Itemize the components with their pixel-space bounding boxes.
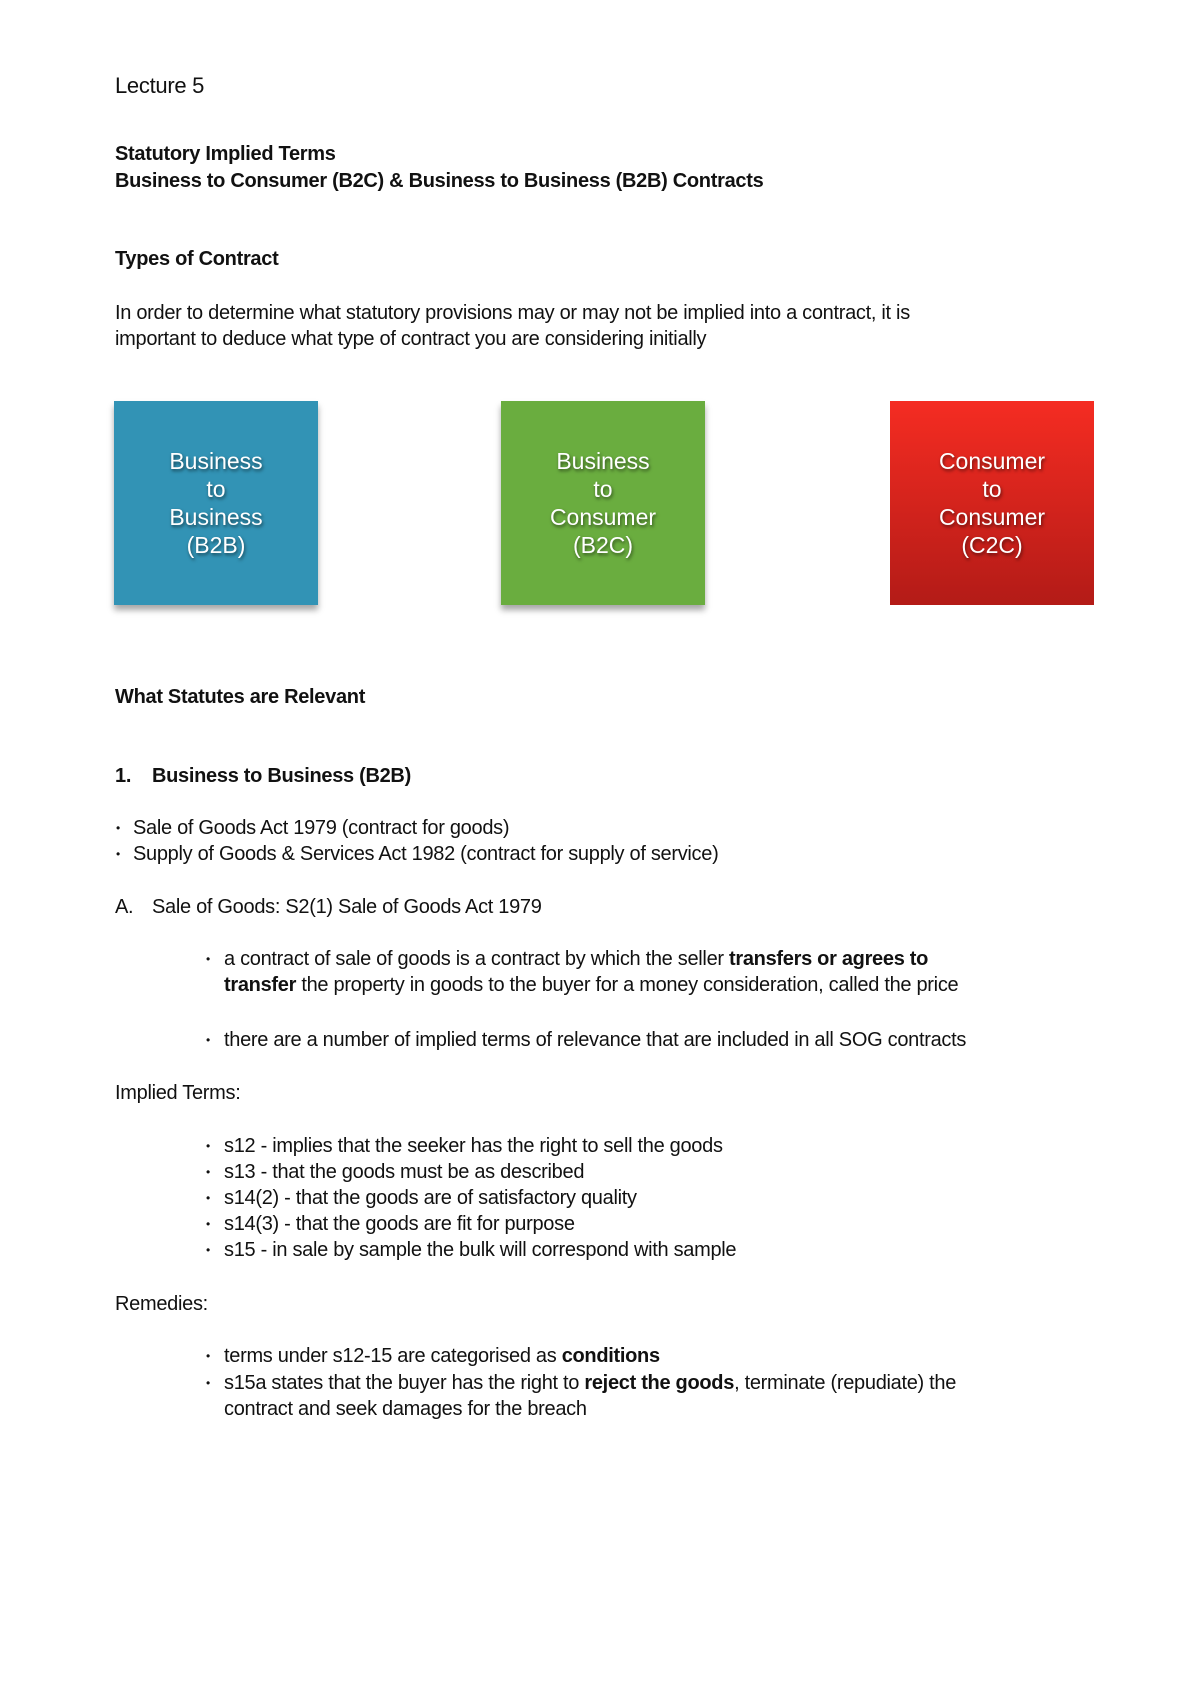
definition-line-1 [224,946,928,972]
card-line: Consumer [938,448,1046,474]
bold-text: reject the goods [584,1372,735,1394]
card-line: Business [556,448,650,474]
remedy-item-line-2: contract and seek damages for the breach [224,1398,587,1420]
remedy-item [224,1370,956,1396]
bullet-icon: • [116,847,121,861]
card-b2b [114,401,318,605]
card-c2c [890,401,1094,605]
card-line: Consumer [938,504,1046,530]
remedy-item [224,1343,660,1369]
types-heading: Types of Contract [115,248,279,270]
card-line: (C2C) [961,532,1023,558]
implied-heading: Implied Terms: [115,1082,241,1104]
text: the property in goods to the buyer for a money consideration, called the price [296,974,959,996]
card-line: (B2B) [186,532,246,558]
bullet-icon: • [206,1033,211,1047]
implied-term: s12 - implies that the seeker has the right to sell the goods [224,1135,723,1157]
bullet-icon: • [206,1165,211,1179]
bullet-icon: • [206,952,211,966]
remedies-heading: Remedies: [115,1293,208,1315]
card-line: to [206,476,226,502]
card-b2c [501,401,705,605]
text: , terminate (repudiate) the [734,1372,957,1394]
act-item: Supply of Goods & Services Act 1982 (contract for supply of service) [133,843,719,865]
implied-term: s14(3) - that the goods are fit for purpose [224,1213,575,1235]
intro-line-1: In order to determine what statutory provisions may or may not be implied into a contract, it is [115,302,910,324]
card-line: Business [169,504,263,530]
lecture-label: Lecture 5 [115,73,205,98]
section-number: 1. [115,765,132,787]
card-line: to [593,476,613,502]
text: s15a states that the buyer has the right to [224,1372,585,1394]
bullet-icon: • [206,1376,211,1390]
bullet-icon: • [116,821,121,835]
intro-line-2: important to deduce what type of contract you are considering initially [115,328,707,350]
implied-term: s15 - in sale by sample the bulk will correspond with sample [224,1239,737,1261]
bullet-icon: • [206,1191,211,1205]
subsection-title: Sale of Goods: S2(1) Sale of Goods Act 1979 [152,896,542,918]
subsection-letter: A. [115,896,134,918]
card-line: (B2C) [572,532,634,558]
bullet-icon: • [206,1139,211,1153]
bold-text: conditions [561,1345,660,1367]
document-subtitle: Business to Consumer (B2C) & Business to Business (B2B) Contracts [115,170,764,192]
card-line: Business [169,448,263,474]
bullet-icon: • [206,1243,211,1257]
bullet-icon: • [206,1349,211,1363]
bullet-icon: • [206,1217,211,1231]
act-item: Sale of Goods Act 1979 (contract for goods) [133,817,510,839]
section-title: Business to Business (B2B) [152,765,411,787]
implied-term: s14(2) - that the goods are of satisfactory quality [224,1187,637,1209]
sog-note: there are a number of implied terms of relevance that are included in all SOG contracts [224,1029,967,1051]
document-title: Statutory Implied Terms [115,143,336,165]
bold-text: transfer [224,974,297,996]
statutes-heading: What Statutes are Relevant [115,686,366,708]
definition-line-2 [224,972,958,998]
bold-text: transfers or agrees to [729,948,929,970]
card-line: Consumer [549,504,657,530]
implied-term: s13 - that the goods must be as described [224,1161,585,1183]
text: a contract of sale of goods is a contract by which the seller [224,948,730,970]
text: terms under s12-15 are categorised as [224,1345,562,1367]
card-line: to [982,476,1002,502]
